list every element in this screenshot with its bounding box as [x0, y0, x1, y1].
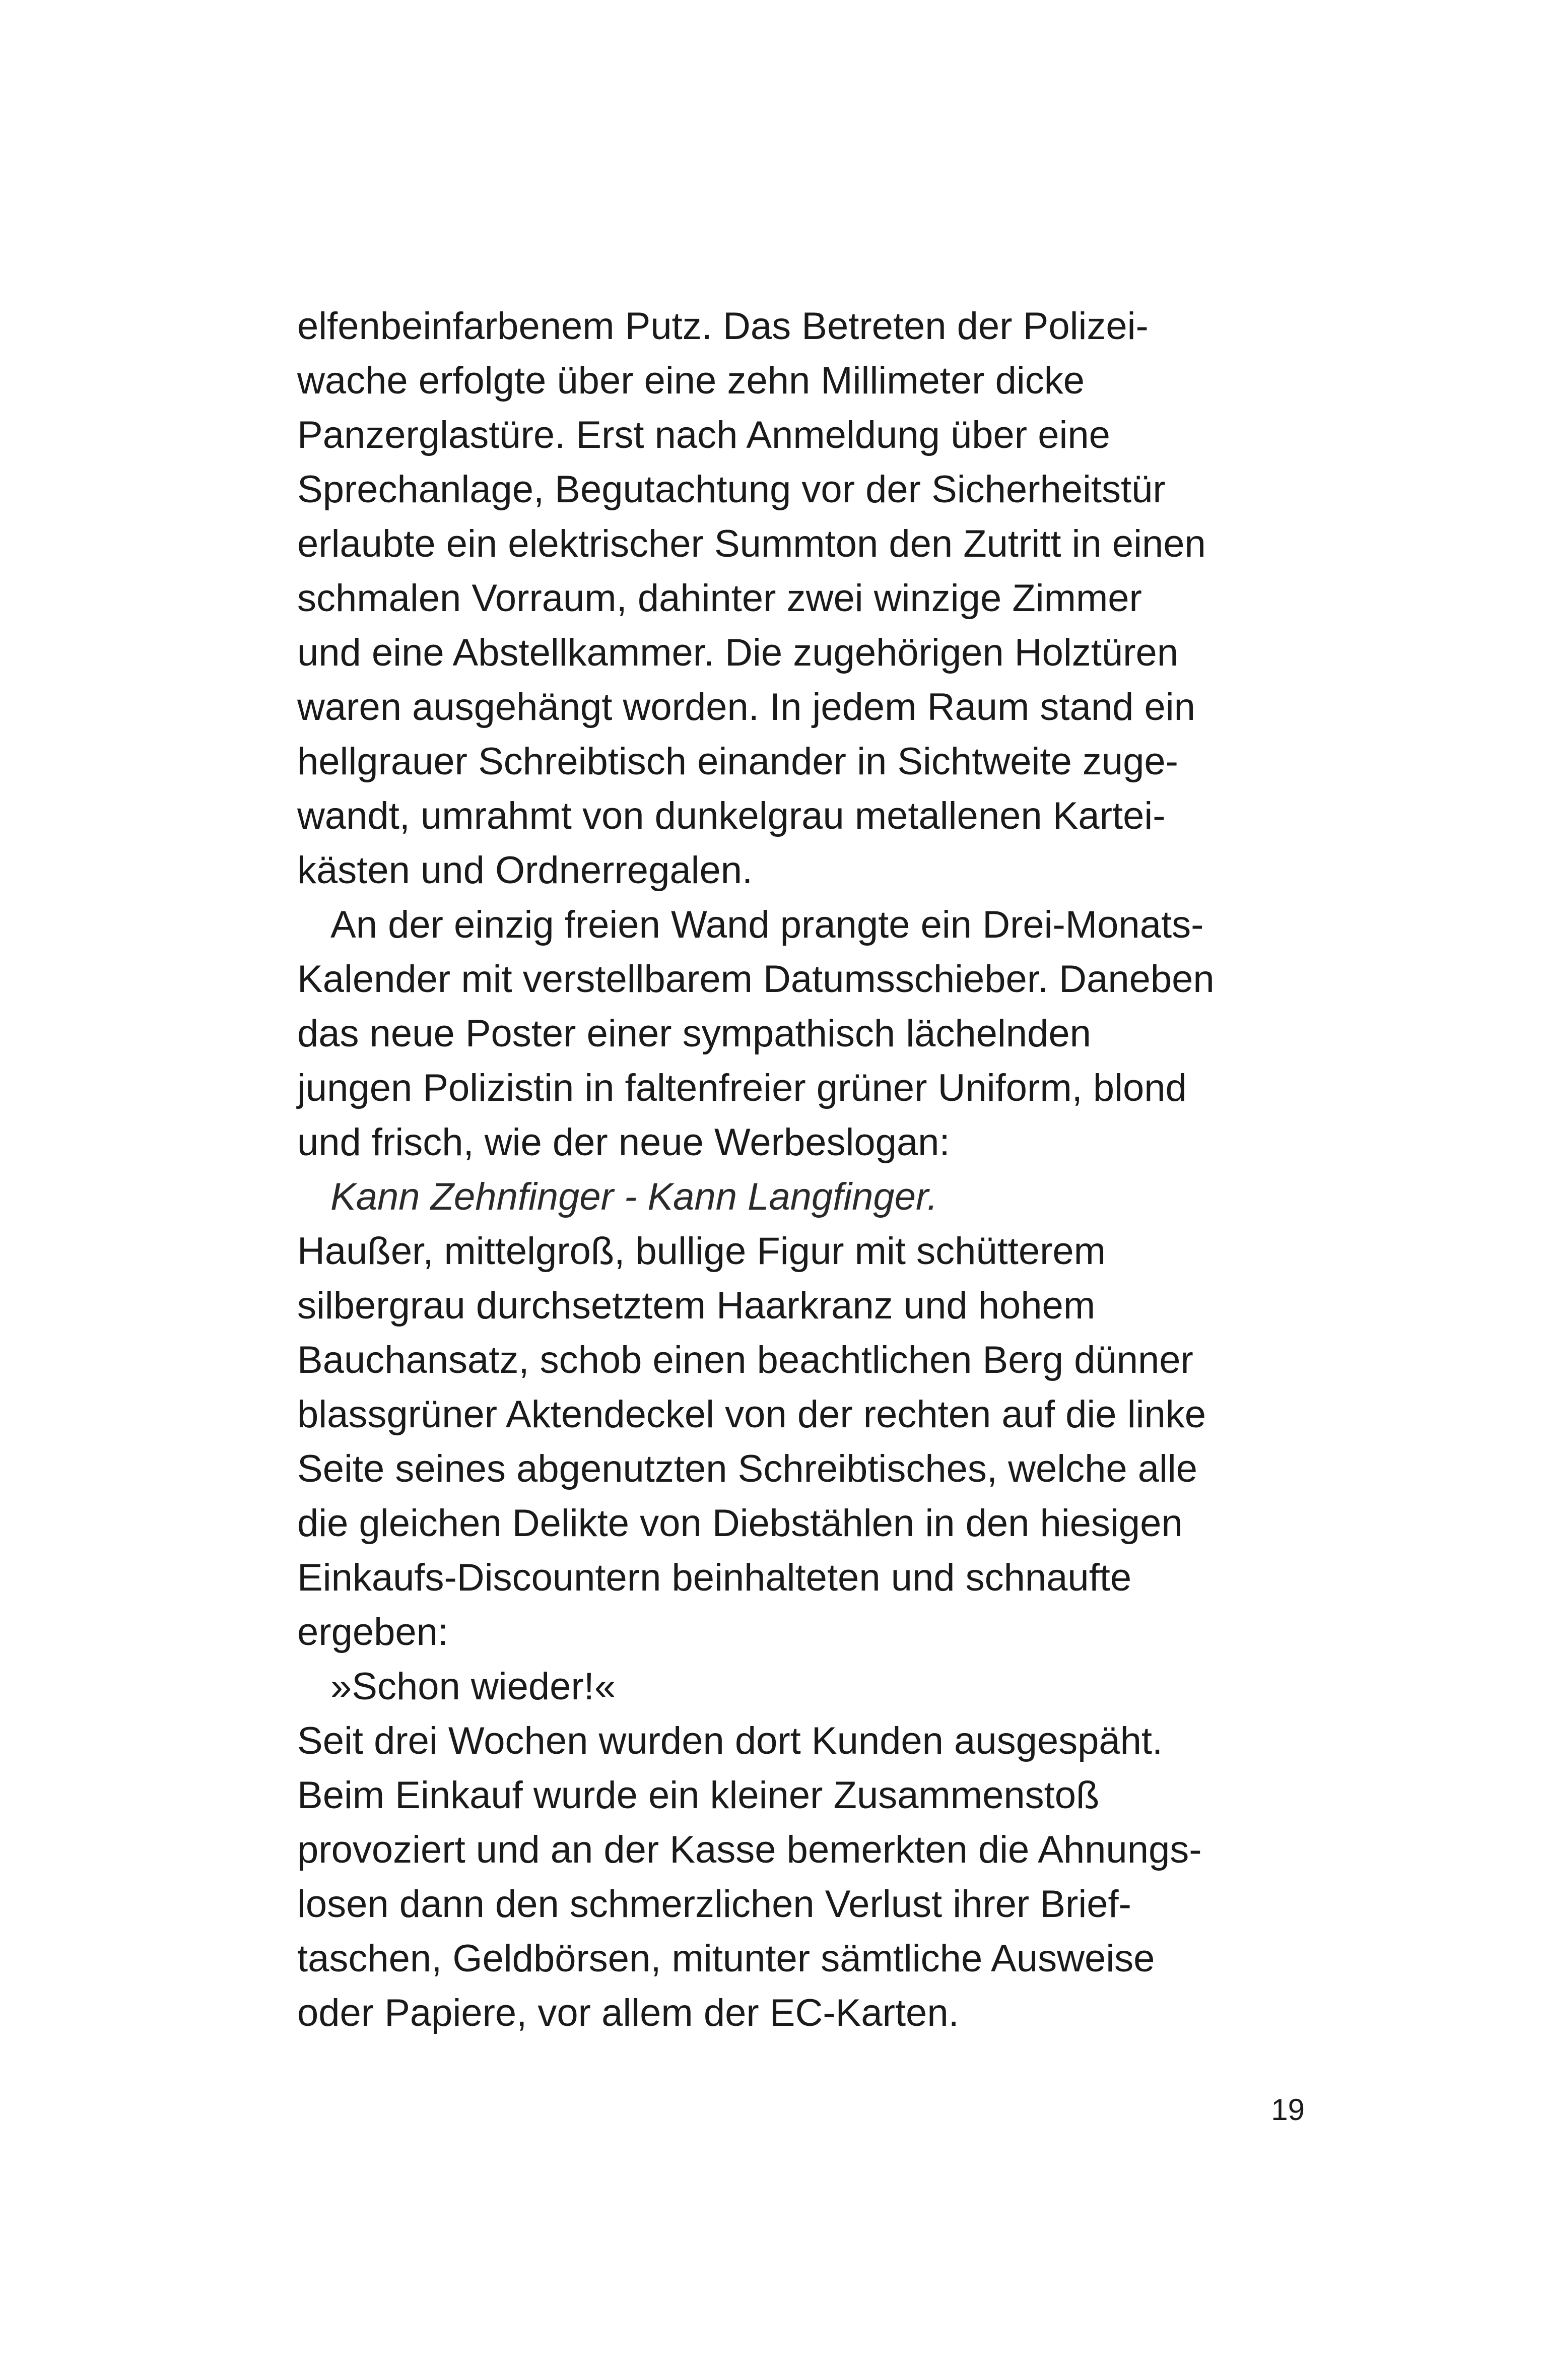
- text-line: Panzerglastüre. Erst nach Anmeldung über eine: [297, 414, 1110, 456]
- text-line: Beim Einkauf wurde ein kleiner Zusammenstoß: [297, 1774, 1100, 1817]
- text-line: und eine Abstellkammer. Die zugehörigen Holztüren: [297, 631, 1179, 674]
- text-line: wache erfolgte über eine zehn Millimeter dicke: [297, 359, 1085, 402]
- slogan-line: Kann Zehnfinger - Kann Langfinger.: [330, 1175, 938, 1218]
- text-line: wandt, umrahmt von dunkelgrau metallenen Kartei-: [297, 795, 1166, 837]
- text-line: oder Papiere, vor allem der EC-Karten.: [297, 1992, 959, 2034]
- text-line: Sprechanlage, Begutachtung vor der Sicherheitstür: [297, 468, 1166, 511]
- text-line: elfenbeinfarbenem Putz. Das Betreten der Polizei-: [297, 305, 1149, 348]
- text-line: Kalender mit verstellbarem Datumsschieber. Daneben: [297, 958, 1215, 1001]
- text-line: losen dann den schmerzlichen Verlust ihrer Brief-: [297, 1883, 1131, 1926]
- text-line: das neue Poster einer sympathisch lächelnden: [297, 1012, 1091, 1055]
- text-line: Haußer, mittelgroß, bullige Figur mit schütterem: [297, 1230, 1106, 1273]
- text-line: schmalen Vorraum, dahinter zwei winzige Zimmer: [297, 577, 1142, 620]
- text-line: Einkaufs-Discountern beinhalteten und schnaufte: [297, 1556, 1132, 1599]
- text-line: An der einzig freien Wand prangte ein Drei-Monats-: [330, 903, 1204, 946]
- text-line: Seit drei Wochen wurden dort Kunden ausgespäht.: [297, 1720, 1163, 1762]
- text-line: »Schon wieder!«: [330, 1665, 616, 1708]
- text-line: waren ausgehängt worden. In jedem Raum stand ein: [297, 686, 1195, 729]
- text-line: und frisch, wie der neue Werbeslogan:: [297, 1121, 950, 1164]
- text-line: jungen Polizistin in faltenfreier grüner Uniform, blond: [297, 1067, 1187, 1109]
- text-line: hellgrauer Schreibtisch einander in Sichtweite zuge-: [297, 740, 1178, 783]
- text-line: kästen und Ordnerregalen.: [297, 849, 753, 892]
- text-line: ergeben:: [297, 1611, 449, 1654]
- page-number: 19: [1271, 2093, 1305, 2127]
- text-line: taschen, Geldbörsen, mitunter sämtliche Ausweise: [297, 1937, 1155, 1980]
- text-line: Bauchansatz, schob einen beachtlichen Berg dünner: [297, 1339, 1193, 1381]
- text-line: Seite seines abgenutzten Schreibtisches, welche alle: [297, 1447, 1198, 1490]
- text-line: erlaubte ein elektrischer Summton den Zutritt in einen: [297, 522, 1206, 565]
- text-line: silbergrau durchsetztem Haarkranz und hohem: [297, 1284, 1096, 1327]
- text-line: die gleichen Delikte von Diebstählen in den hiesigen: [297, 1502, 1183, 1545]
- text-line: provoziert und an der Kasse bemerkten die Ahnungs-: [297, 1828, 1202, 1871]
- body-text: [297, 299, 1310, 2040]
- text-line: blassgrüner Aktendeckel von der rechten auf die linke: [297, 1393, 1206, 1436]
